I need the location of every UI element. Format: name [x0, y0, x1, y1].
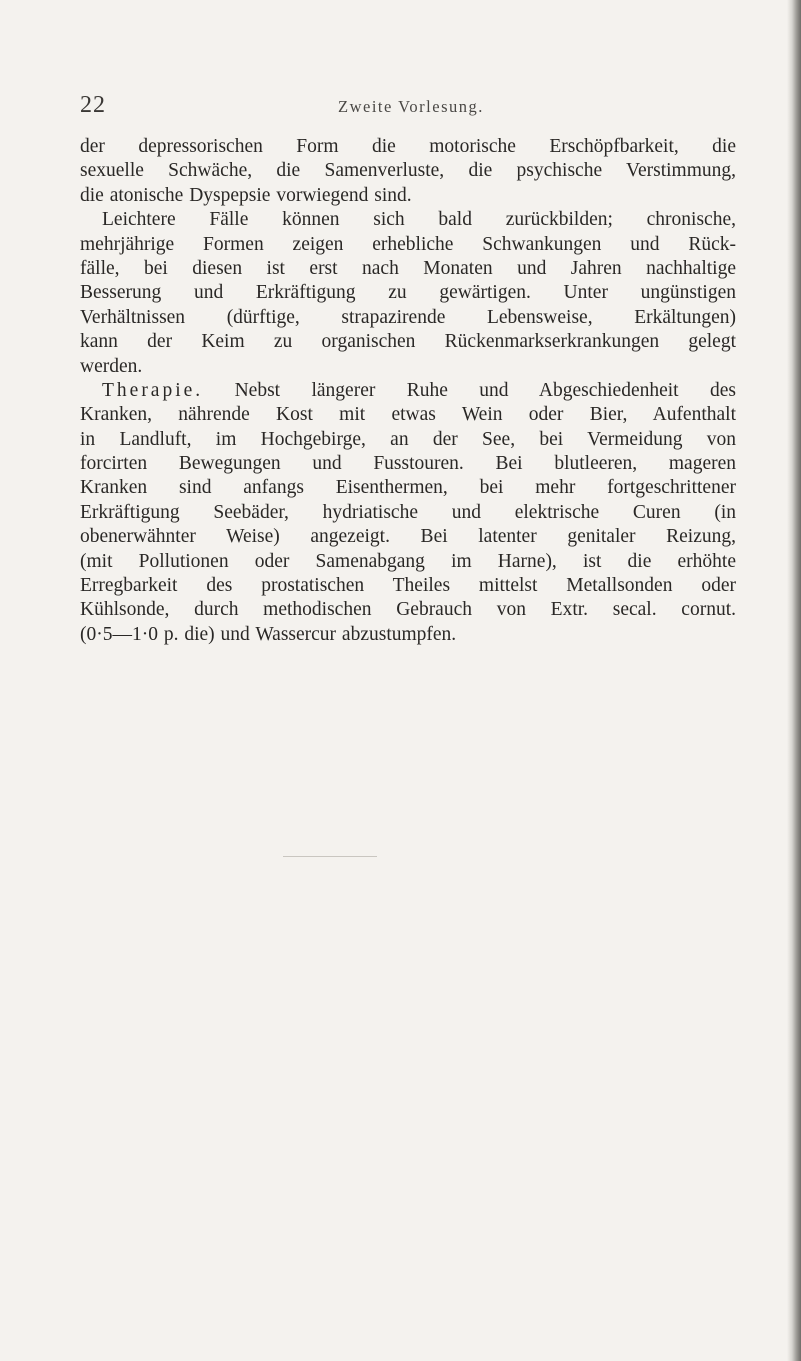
text-line: Besserung und Erkräftigung zu gewärtigen. Unter ungünstigen — [80, 282, 736, 304]
text-line: mehrjährige Formen zeigen erhebliche Schwankungen und Rück- — [80, 233, 736, 255]
body-text — [80, 135, 736, 647]
text-line: kann der Keim zu organischen Rückenmarkserkrankungen gelegt — [80, 331, 736, 353]
text-line: der depressorischen Form die motorische Erschöpfbarkeit, die — [80, 136, 736, 157]
text-line: forcirten Bewegungen und Fusstouren. Bei blutleeren, mageren — [80, 453, 736, 475]
text-line: (mit Pollutionen oder Samenabgang im Harne), ist die erhöhte — [80, 550, 736, 572]
text-line: Leichtere Fälle können sich bald zurückbilden; chronische, — [102, 209, 736, 231]
page-edge-shadow — [787, 0, 801, 1361]
text-line: sexuelle Schwäche, die Samenverluste, die psychische Verstimmung, — [80, 160, 736, 182]
running-head: Zweite Vorlesung. — [338, 97, 484, 116]
therapy-first-line — [80, 379, 736, 403]
text-line: werden. — [80, 355, 143, 377]
text-line: in Landluft, im Hochgebirge, an der See, bei Vermeidung von — [80, 428, 736, 450]
text-line: Kranken sind anfangs Eisenthermen, bei mehr fortgeschrittener — [80, 477, 736, 499]
therapy-heading: Therapie. — [102, 379, 204, 401]
page-number: 22 — [80, 92, 106, 118]
text-line: obenerwähnter Weise) angezeigt. Bei latenter genitaler Reizung, — [80, 526, 736, 548]
text-line: die atonische Dyspepsie vorwiegend sind. — [80, 184, 412, 206]
separator-rule — [283, 856, 377, 857]
therapy-first-line-text: Nebst längerer Ruhe und Abgeschiedenheit des — [203, 379, 736, 401]
text-line: (0·5—1·0 p. die) und Wassercur abzustumpfen. — [80, 623, 457, 645]
text-line: Erkräftigung Seebäder, hydriatische und elektrische Curen (in — [80, 501, 736, 523]
text-line: Verhältnissen (dürftige, strapazirende Lebensweise, Erkältungen) — [80, 306, 736, 328]
text-line: Erregbarkeit des prostatischen Theiles mittelst Metallsonden oder — [80, 575, 736, 597]
text-line: fälle, bei diesen ist erst nach Monaten und Jahren nachhaltige — [80, 257, 736, 279]
text-line: Kranken, nährende Kost mit etwas Wein oder Bier, Aufenthalt — [80, 404, 736, 426]
text-line: Kühlsonde, durch methodischen Gebrauch von Extr. secal. cornut. — [80, 599, 736, 621]
